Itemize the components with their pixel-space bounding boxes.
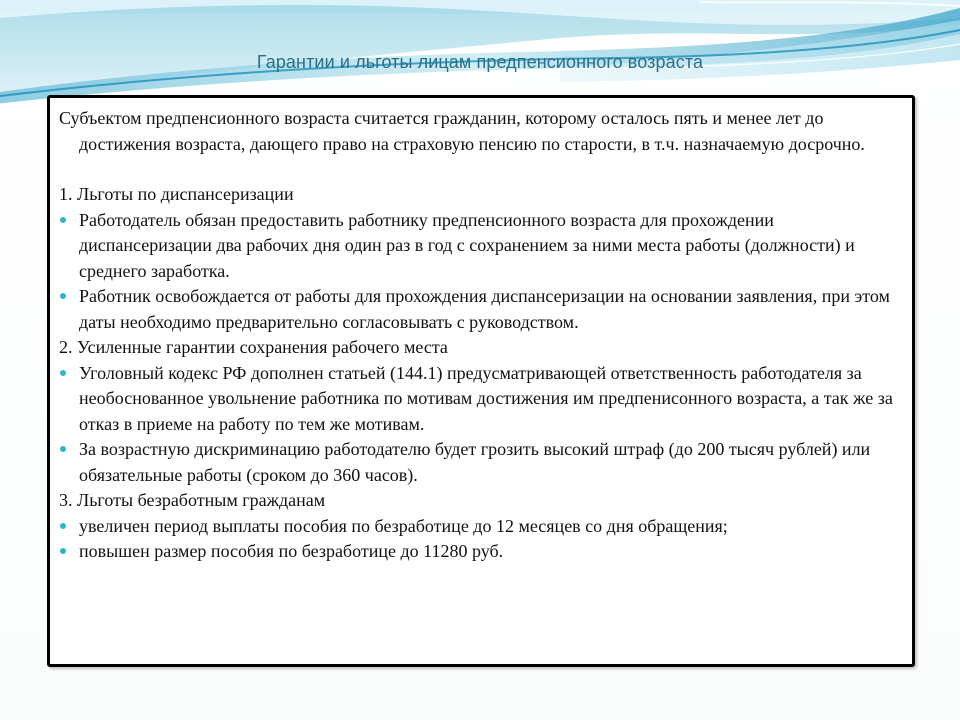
bullet-text: Уголовный кодекс РФ дополнен статьей (144.1) предусматривающей ответственность работодателя за необоснованное увольнение работника по мотивам достижения им предпенисонного возраста, а так же за отказ в приеме на работу по тем же мотивам. — [79, 362, 893, 434]
bullet-text: повышен размер пособия по безработице до 11280 руб. — [79, 541, 504, 561]
content-body — [59, 106, 905, 565]
slide-title: Гарантии и льготы лицам предпенсионного возраста — [256, 52, 704, 72]
bullet-text: Работник освобождается от работы для прохождения диспансеризации на основании заявления, при этом даты необходимо предварительно согласовывать с руководством. — [79, 286, 890, 332]
list-item — [59, 437, 905, 488]
section-heading-medical: 1. Льготы по диспансеризации — [59, 184, 294, 204]
content-frame — [47, 95, 915, 667]
intro-paragraph: Субъектом предпенсионного возраста считается гражданин, которому осталось пять и менее лет до достижения возраста, дающего право на страховую пенсию по старости, в т.ч. назначаемую досрочно. — [59, 108, 865, 154]
bullet-dot-icon — [60, 370, 66, 376]
section-heading-job-protection: 2. Усиленные гарантии сохранения рабочего места — [59, 337, 448, 357]
bullet-text: Работодатель обязан предоставить работнику предпенсионного возраста для прохождении диспансеризации два рабочих дня один раз в год с сохранением за ними места работы (должности) и среднего заработка. — [79, 209, 855, 281]
bullet-text: За возрастную дискриминацию работодателю будет грозить высокий штраф (до 200 тысяч рублей) или обязательные работы (сроком до 360 часов). — [79, 439, 871, 485]
list-item — [59, 514, 905, 540]
bullet-dot-icon — [60, 523, 66, 529]
list-item — [59, 361, 905, 438]
list-item — [59, 284, 905, 335]
list-item — [59, 539, 905, 565]
bullet-text: увеличен период выплаты пособия по безработице до 12 месяцев со дня обращения; — [79, 515, 728, 536]
bullet-dot-icon — [60, 217, 66, 223]
section-heading-unemployed: 3. Льготы безработным гражданам — [59, 490, 326, 510]
list-item — [59, 208, 905, 285]
bullet-dot-icon — [60, 548, 66, 554]
bullet-dot-icon — [60, 293, 66, 299]
bullet-dot-icon — [60, 446, 66, 452]
paragraph-spacer — [59, 157, 905, 182]
